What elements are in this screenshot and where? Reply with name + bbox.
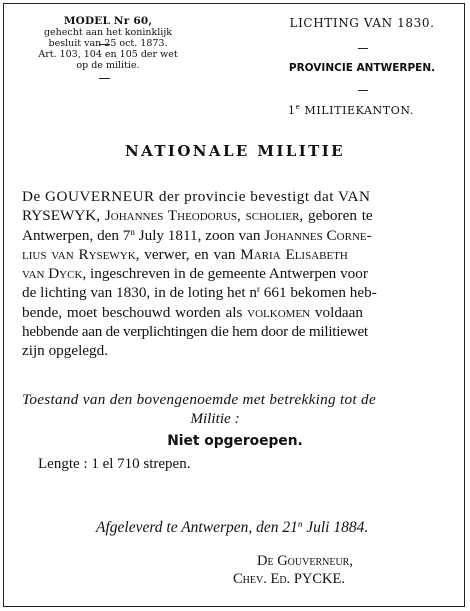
body-line: bende, moet beschouwd worden als volkomen voldaan (22, 303, 363, 321)
body-line: RYSEWYK, Johannes Theodorus, scholier, geboren te (22, 207, 373, 225)
signatory-title: De Gouverneur, (257, 553, 353, 569)
law-articles (28, 49, 188, 71)
divider-dash (358, 48, 368, 49)
body-line: hebbende aan de verplichtingen die hem door de militiewet (22, 323, 368, 341)
document-title: NATIONALE MILITIE (125, 142, 345, 160)
divider-dash (358, 90, 368, 91)
lichting-label: LICHTING VAN 1830. (289, 16, 435, 30)
body-line: zijn opgelegd. (22, 342, 109, 360)
decree-line-1: gehecht aan het koninklijk (43, 27, 173, 38)
kanton-text: MILITIEKANTON. (304, 104, 414, 117)
certificate-body (22, 187, 448, 361)
status-heading (22, 390, 448, 428)
law-line-2: op de militie. (76, 60, 140, 71)
militia-status: Niet opgeroepen. (167, 433, 303, 449)
decree-line-2: besluit van 25 oct. 1873. (48, 38, 168, 49)
body-line: Antwerpen, den 7$^n$ July 1811, zoon van Johannes Corne- (22, 226, 372, 244)
body-line: van Dyck, ingeschreven in de gemeente Antwerpen voor (22, 265, 368, 283)
divider-dash (99, 44, 110, 45)
issue-place-date: Afgeleverd te Antwerpen, den 21$^n$ Juli 1884. (96, 519, 369, 536)
height-measurement: Lengte : 1 el 710 strepen. (38, 456, 191, 472)
model-number: MODEL Nr 60, (63, 15, 153, 27)
militiekanton-label: 1e MILITIEKANTON. (288, 103, 414, 117)
body-line: lius van Rysewyk, verwer, en van Maria Elisabeth (22, 245, 348, 263)
law-line-1: Art. 103, 104 en 105 der wet (38, 49, 178, 60)
status-heading-line: Toestand van den bovengenoemde met betrekking tot de (22, 391, 376, 408)
body-line: de lichting van 1830, in de loting het $n^r$ 661 bekomen heb- (22, 284, 377, 302)
body-line: De GOUVERNEUR der provincie bevestigt dat VAN (22, 188, 371, 205)
provincie-label: PROVINCIE ANTWERPEN. (288, 62, 436, 74)
signatory-name: Chev. Ed. PYCKE. (233, 571, 345, 587)
status-heading-line: Militie : (190, 410, 240, 427)
divider-dash (99, 78, 110, 79)
